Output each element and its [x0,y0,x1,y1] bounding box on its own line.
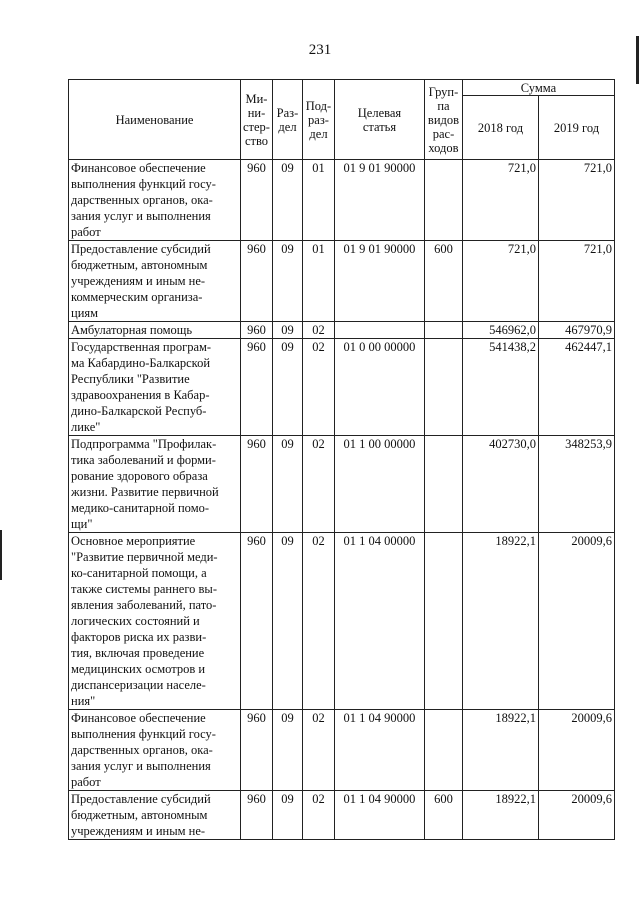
row-name-text: Предоставление субсидий бюджетным, автономным учреждениям и иным не- коммерческим организа- циям [71,242,211,320]
row-sum-2019: 348253,9 [538,436,614,533]
row-ministry: 960 [241,241,273,322]
table-row [69,160,615,241]
row-name [69,160,241,241]
row-target: 01 0 00 00000 [334,339,424,436]
row-name-text: Амбулаторная помощь [71,323,193,337]
table-row [69,710,615,791]
header-year-2018: 2018 год [462,96,538,160]
row-target: 01 1 04 00000 [334,533,424,710]
row-section: 09 [272,160,302,241]
row-section: 09 [272,533,302,710]
row-ministry: 960 [241,322,273,339]
header-ministry [241,80,273,160]
row-sum-2019: 462447,1 [538,339,614,436]
row-sum-2019: 20009,6 [538,710,614,791]
row-group [424,533,462,710]
row-group [424,710,462,791]
row-subsection: 02 [302,339,334,436]
row-sum-2018: 546962,0 [462,322,538,339]
row-subsection: 01 [302,241,334,322]
row-target: 01 1 04 90000 [334,791,424,840]
row-ministry: 960 [241,160,273,241]
row-target: 01 9 01 90000 [334,241,424,322]
row-sum-2018: 18922,1 [462,710,538,791]
row-section: 09 [272,241,302,322]
row-ministry: 960 [241,710,273,791]
budget-table [68,79,615,840]
header-section-text: Раз- дел [276,105,299,134]
row-subsection: 01 [302,160,334,241]
header-section [272,80,302,160]
row-subsection: 02 [302,322,334,339]
row-section: 09 [272,339,302,436]
row-ministry: 960 [241,339,273,436]
row-name-text: Финансовое обеспечение выполнения функций госу- дарственных органов, ока- зания услуг и выполнения работ [71,161,216,239]
header-group [424,80,462,160]
row-sum-2019: 20009,6 [538,791,614,840]
header-group-text: Груп- па видов рас- ходов [427,84,460,155]
row-section: 09 [272,710,302,791]
table-row [69,791,615,840]
row-name-text: Основное мероприятие "Развитие первичной меди- ко-санитарной помощи, а также системы раннего вы- явления заболеваний, пато- логических состояний и факторов риска их разви- тия, включая проведение медицинских осмотров и диспансеризации населе- ния" [71,534,218,708]
page-number: 231 [308,42,332,58]
header-subsection [302,80,334,160]
header-sum: Сумма [462,80,614,96]
row-name-text: Подпрограмма "Профилак- тика заболеваний и форми- рование здорового образа жизни. Развитие первичной медико-санитарной помо- щи" [71,437,219,531]
row-name [69,436,241,533]
header-subsection-text: Под- раз- дел [305,98,332,141]
row-section: 09 [272,436,302,533]
table-row [69,436,615,533]
row-target: 01 1 00 00000 [334,436,424,533]
table-row [69,241,615,322]
scan-edge-mark-top [636,36,639,84]
row-sum-2019: 721,0 [538,160,614,241]
row-group [424,436,462,533]
table-row [69,533,615,710]
row-name [69,322,241,339]
row-name-text: Финансовое обеспечение выполнения функций госу- дарственных органов, ока- зания услуг и выполнения работ [71,711,216,789]
row-subsection: 02 [302,791,334,840]
row-group [424,160,462,241]
header-name: Наименование [69,80,241,160]
header-target [334,80,424,160]
row-sum-2018: 721,0 [462,160,538,241]
header-ministry-text: Ми- ни- стер- ство [243,91,270,148]
row-sum-2018: 402730,0 [462,436,538,533]
table-row [69,322,615,339]
row-ministry: 960 [241,436,273,533]
row-section: 09 [272,322,302,339]
row-target [334,322,424,339]
row-subsection: 02 [302,710,334,791]
row-sum-2018: 721,0 [462,241,538,322]
row-name [69,533,241,710]
row-group: 600 [424,791,462,840]
table-body [69,160,615,840]
row-name [69,791,241,840]
row-target: 01 9 01 90000 [334,160,424,241]
row-sum-2019: 721,0 [538,241,614,322]
row-name [69,710,241,791]
row-section: 09 [272,791,302,840]
scan-edge-mark-left [0,530,2,580]
row-name [69,241,241,322]
row-group [424,322,462,339]
row-group [424,339,462,436]
row-sum-2018: 18922,1 [462,533,538,710]
row-sum-2018: 541438,2 [462,339,538,436]
header-target-text: Целевая статья [357,105,402,134]
row-target: 01 1 04 90000 [334,710,424,791]
row-subsection: 02 [302,533,334,710]
row-name-text: Государственная програм- ма Кабардино-Балкарской Республики "Развитие здравоохранения в Кабар- дино-Балкарской Респуб- лике" [71,340,212,434]
row-sum-2019: 467970,9 [538,322,614,339]
table-header [69,80,615,160]
row-ministry: 960 [241,533,273,710]
table-row [69,339,615,436]
header-year-2019: 2019 год [538,96,614,160]
row-group: 600 [424,241,462,322]
row-sum-2018: 18922,1 [462,791,538,840]
row-subsection: 02 [302,436,334,533]
row-sum-2019: 20009,6 [538,533,614,710]
row-name-text: Предоставление субсидий бюджетным, автономным учреждениям и иным не- [71,792,211,838]
row-name [69,339,241,436]
row-ministry: 960 [241,791,273,840]
